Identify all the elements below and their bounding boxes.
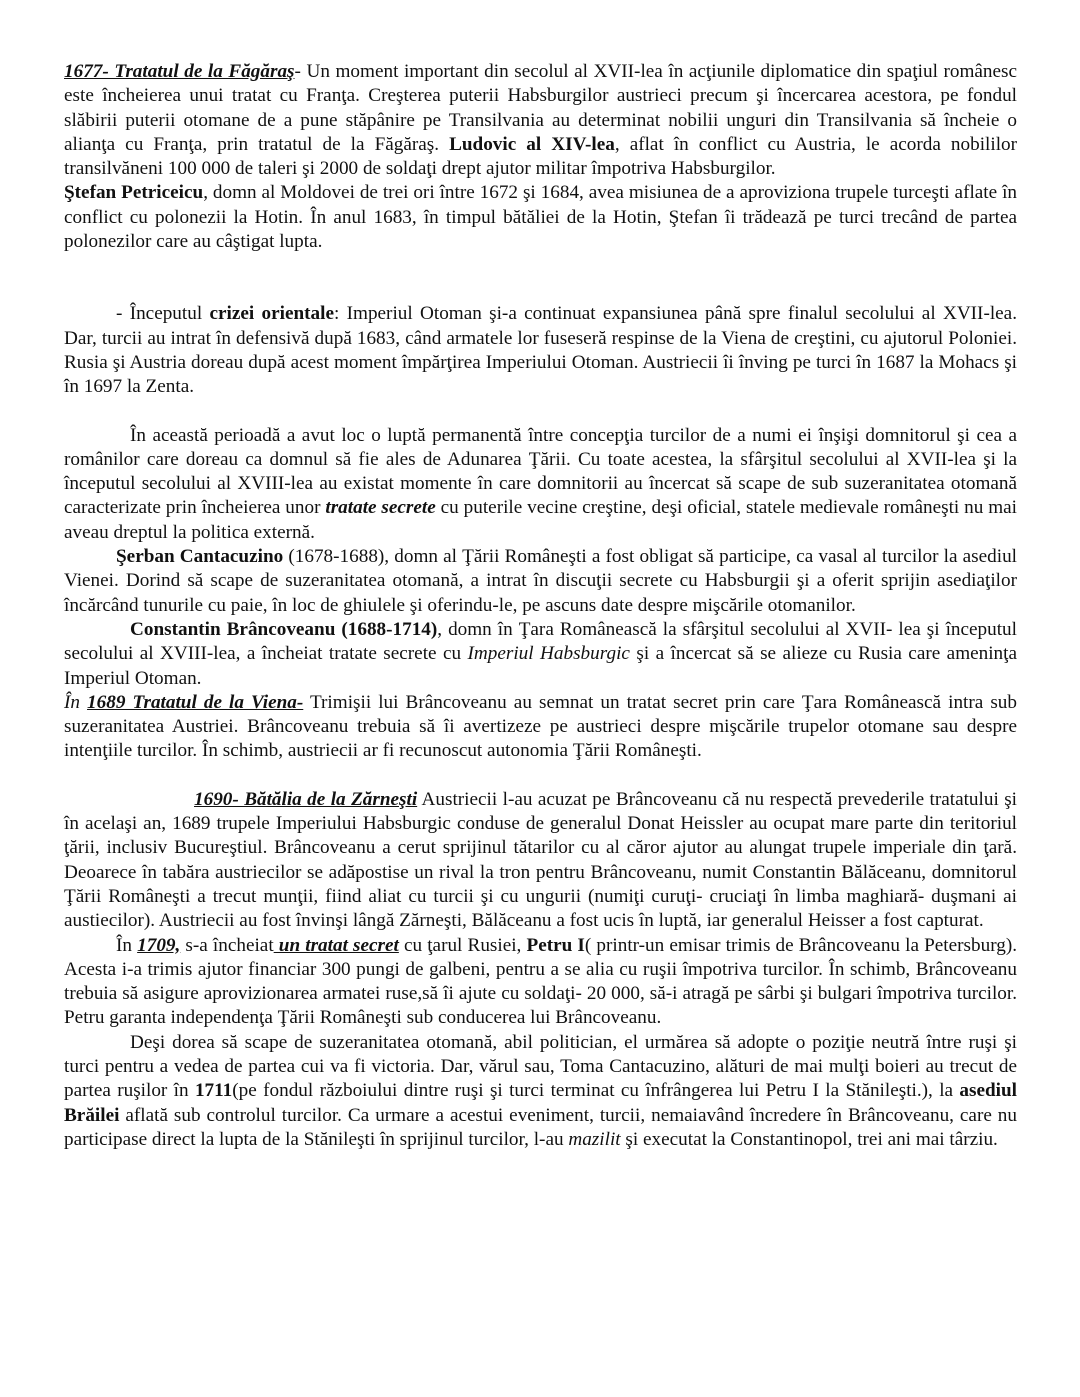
paragraph-petriceicu <box>64 181 1017 254</box>
text: - Un moment important din secolul al XVII-lea în acţiunile diplomatice din spaţiul românesc este încheierea unui tratat cu Franţa. Creşterea puterii Habsburgilor austrieci precum şi încercarea acestora, pe fondul slăbirii puterii otomane de a pune stăpânire pe Transilvania au determinat nobilii unguri din Transilvania să încheie o alianţa cu Franţa, prin tratatul de la Făgăraş. <box>64 61 1018 155</box>
term-habsburg-empire: Imperiul Habsburgic <box>467 643 630 665</box>
paragraph-oriental-crisis <box>64 302 1017 399</box>
name-brancoveanu: Constantin Brâncoveanu (1688-1714) <box>130 618 438 640</box>
paragraph-russia-treaty <box>64 934 1017 1031</box>
paragraph-zarnesti-battle <box>64 788 1017 934</box>
paragraph-secret-treaties <box>64 424 1017 545</box>
text: Deşi dorea să scape de suzeranitatea otomană, abil politician, el urmărea să adopte o poziţie neutră între ruşi şi turci pentru a vedea de partea cui va fi victoria. Dar, vărul sau, Toma Cantacuzino, alături de mai mulţi boieri au trecut de partea ruşilor în <box>64 1031 1017 1102</box>
year-1711: 1711 <box>194 1080 233 1102</box>
text: , aflat în conflict cu Austria, le acorda nobililor transilvăneni 100 000 de taleri şi 2000 de soldaţi drept ajutor militar împotriva Habsburgilor. <box>64 133 1018 180</box>
text: aflată sub controlul turcilor. Ca urmare a acestui eveniment, turcii, nemaiavând încredere în Brâncoveanu, care nu participase direct la lupta de la Stănileşti în sprijinul turcilor, l-au <box>64 1104 1017 1150</box>
text: ( printr-un emisar trimis de Brâncoveanu la Petersburg). Acesta i-a trimis ajutor financiar 300 pungi de galbeni, pentru a se alia cu ruşii împotriva turcilor. În schimb, Brâncoveanu trebuia să asigure aprovizionarea armatei ruse,să îi ajute cu soldaţi- 20 000, să-i atragă pe sârbi şi bulgari împotriva turcilor. Petru garanta independenţa Ţării Româneşti sub conducerea lui Brâncoveanu. <box>64 934 1018 1029</box>
text: şi executat la Constantinopol, trei ani mai târziu. <box>620 1128 998 1150</box>
document-page <box>64 60 1017 1152</box>
text: (pe fondul războiului dintre ruşi şi turci terminat cu înfrângerea lui Petru I la Stănileşti.), la <box>232 1080 960 1102</box>
text: În <box>64 691 88 713</box>
text: cu puterile vecine creştine, deşi oficial, statele medievale româneşti nu mai aveau dreptul la politica externă. <box>64 497 1017 543</box>
text: , domn în Ţara Românească la sfârşitul secolului al XVII- lea şi începutul secolului al XVIII-lea, a încheiat tratate secrete cu <box>64 618 1017 665</box>
year-1709: 1709, <box>137 934 181 956</box>
text: Austriecii l-au acuzat pe Brâncoveanu că nu respectă prevederile tratatului şi în acelaşi an, 1689 trupele Imperiului Habsburgic conduse de generalul Donat Heissler au ocupat mare parte din teritoriul ţării, inclusiv Bucureştiul. Brâncoveanu a cerut sprijinul tătarilor cu al căror ajutor au alungat trupele imperiale din ţară. Deoarece în tabăra austriecilor se adăpostise un rival la tron pentru Brâncoveanu, numit Constantin Bălăceanu, domnitorul Ţării Româneşti a trecut munţii, fiind aliat cu turcii şi cu ungurii (numiţi curuţi- cruciaţi în limba maghiară- duşmani ai austiecilor). Austriecii au fost învinşi lângă Zărneşti, Bălăceanu a fost ucis în luptă, iar generalul Heisser a fost capturat. <box>64 788 1017 932</box>
text: În această perioadă a avut loc o luptă permanentă între concepţia turcilor de a numi ei înşişi domnitorul şi cea a românilor care doreau ca domnul să fie ales de Adunarea Ţării. Cu toate acestea, la sfârşitul secolului al XVII-lea şi la începutul secolului al XVIII-lea au existat momente în care domnitorii au încercat să scape de sub suzeranitatea otomană caracterizate prin încheierea unor <box>64 424 1017 519</box>
name-petriceicu: Ştefan Petriceicu <box>64 182 204 204</box>
text: - Începutul <box>116 303 210 325</box>
term-oriental-crisis: crizei orientale <box>209 303 334 325</box>
heading-vienna-treaty: 1689 Tratatul de la Viena- <box>87 691 304 713</box>
paragraph-vienna-treaty <box>64 691 1017 764</box>
term-secret-treaties: tratate secrete <box>325 497 436 519</box>
paragraph-neutrality <box>64 1031 1017 1152</box>
name-petru-i: Petru I <box>526 934 585 956</box>
text: (1678-1688), domn al Ţării Româneşti a fost obligat să participe, ca vasal al turcilor la asediul Vienei. Dorind să scape de suzeranitatea otomană, a intrat în discuţii secrete cu Habsburgii şi a oferit sprijin asediaţilor încărcând tunurile cu paie, în loc de ghiulele şi oferindu-le, pe ascuns date despre mişcările otomanilor. <box>64 546 1018 616</box>
heading-zarnesti-battle: 1690- Bătălia de la Zărneşti <box>194 788 418 810</box>
text: cu ţarul Rusiei, <box>398 934 527 956</box>
term-secret-treaty: un tratat secret <box>273 934 399 956</box>
heading-fagaras-treaty: 1677- Tratatul de la Făgăraş <box>64 61 295 82</box>
paragraph-fagaras-treaty <box>64 60 1017 181</box>
text: şi a încercat să se alieze cu Rusia care ameninţa Imperiul Otoman. <box>64 643 1017 689</box>
paragraph-brancoveanu <box>64 618 1017 691</box>
term-mazilit: mazilit <box>568 1128 621 1150</box>
text: s-a încheiat <box>180 934 274 956</box>
text: În <box>116 934 138 956</box>
text: : Imperiul Otoman şi-a continuat expansiunea până spre finalul secolului al XVII-lea. Dar, turcii au intrat în defensivă după 1683, când armatele lor fuseseră respinse de la Viena de creştini, cu ajutorul Poloniei. Rusia şi Austria doreau după acest moment împărţirea Imperiului Otoman. Austriecii îi înving pe turci în 1687 la Mohacs şi în 1697 la Zenta. <box>64 303 1017 398</box>
paragraph-serban-cantacuzino <box>64 545 1017 618</box>
name-ludovic: Ludovic al XIV-lea <box>449 133 615 155</box>
text: Trimişii lui Brâncoveanu au semnat un tratat secret prin care Ţara Românească intra sub suzeranitatea Austriei. Brâncoveanu trebuia să îi avertizeze pe austrieci despre mişcările trupelor otomane sau despre intenţiile turcilor. În schimb, austriecii ar fi recunoscut autonomia Ţării Româneşti. <box>64 691 1017 762</box>
name-serban-cantacuzino: Şerban Cantacuzino <box>116 546 284 568</box>
text: , domn al Moldovei de trei ori între 1672 şi 1684, avea misiunea de a aproviziona trupele turceşti aflate în conflict cu polonezii la Hotin. În anul 1683, în timpul bătăliei de la Hotin, Ştefan îi trădează pe turci trecând de partea polonezilor care au câştigat lupta. <box>64 182 1017 253</box>
term-braila-siege: asediul Brăilei <box>64 1080 1017 1126</box>
